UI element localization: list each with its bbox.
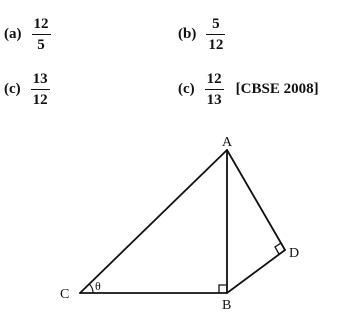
segment-bd <box>227 250 285 293</box>
numerator: 5 <box>212 16 220 32</box>
right-angle-marker-d <box>275 243 281 254</box>
segment-ad <box>227 150 285 250</box>
vertex-label-d: D <box>289 246 300 261</box>
option-label: (b) <box>178 26 197 42</box>
segment-ac <box>80 150 227 293</box>
option-label: (c) <box>4 81 21 97</box>
angle-label-theta: θ <box>95 279 101 293</box>
angle-arc-c <box>89 284 93 293</box>
numerator: 13 <box>32 71 48 87</box>
denominator: 12 <box>208 37 224 53</box>
vertex-label-b: B <box>222 298 232 313</box>
numerator: 12 <box>33 16 49 32</box>
vertex-label-a: A <box>222 135 233 150</box>
right-angle-marker-b <box>219 285 227 293</box>
vertex-label-c: C <box>60 287 70 302</box>
denominator: 5 <box>37 37 45 53</box>
option-label: (c) <box>178 81 195 97</box>
option-label: (a) <box>4 26 22 42</box>
denominator: 12 <box>32 92 48 108</box>
denominator: 13 <box>206 92 222 108</box>
numerator: 12 <box>206 71 222 87</box>
source-tag: [CBSE 2008] <box>235 81 319 97</box>
